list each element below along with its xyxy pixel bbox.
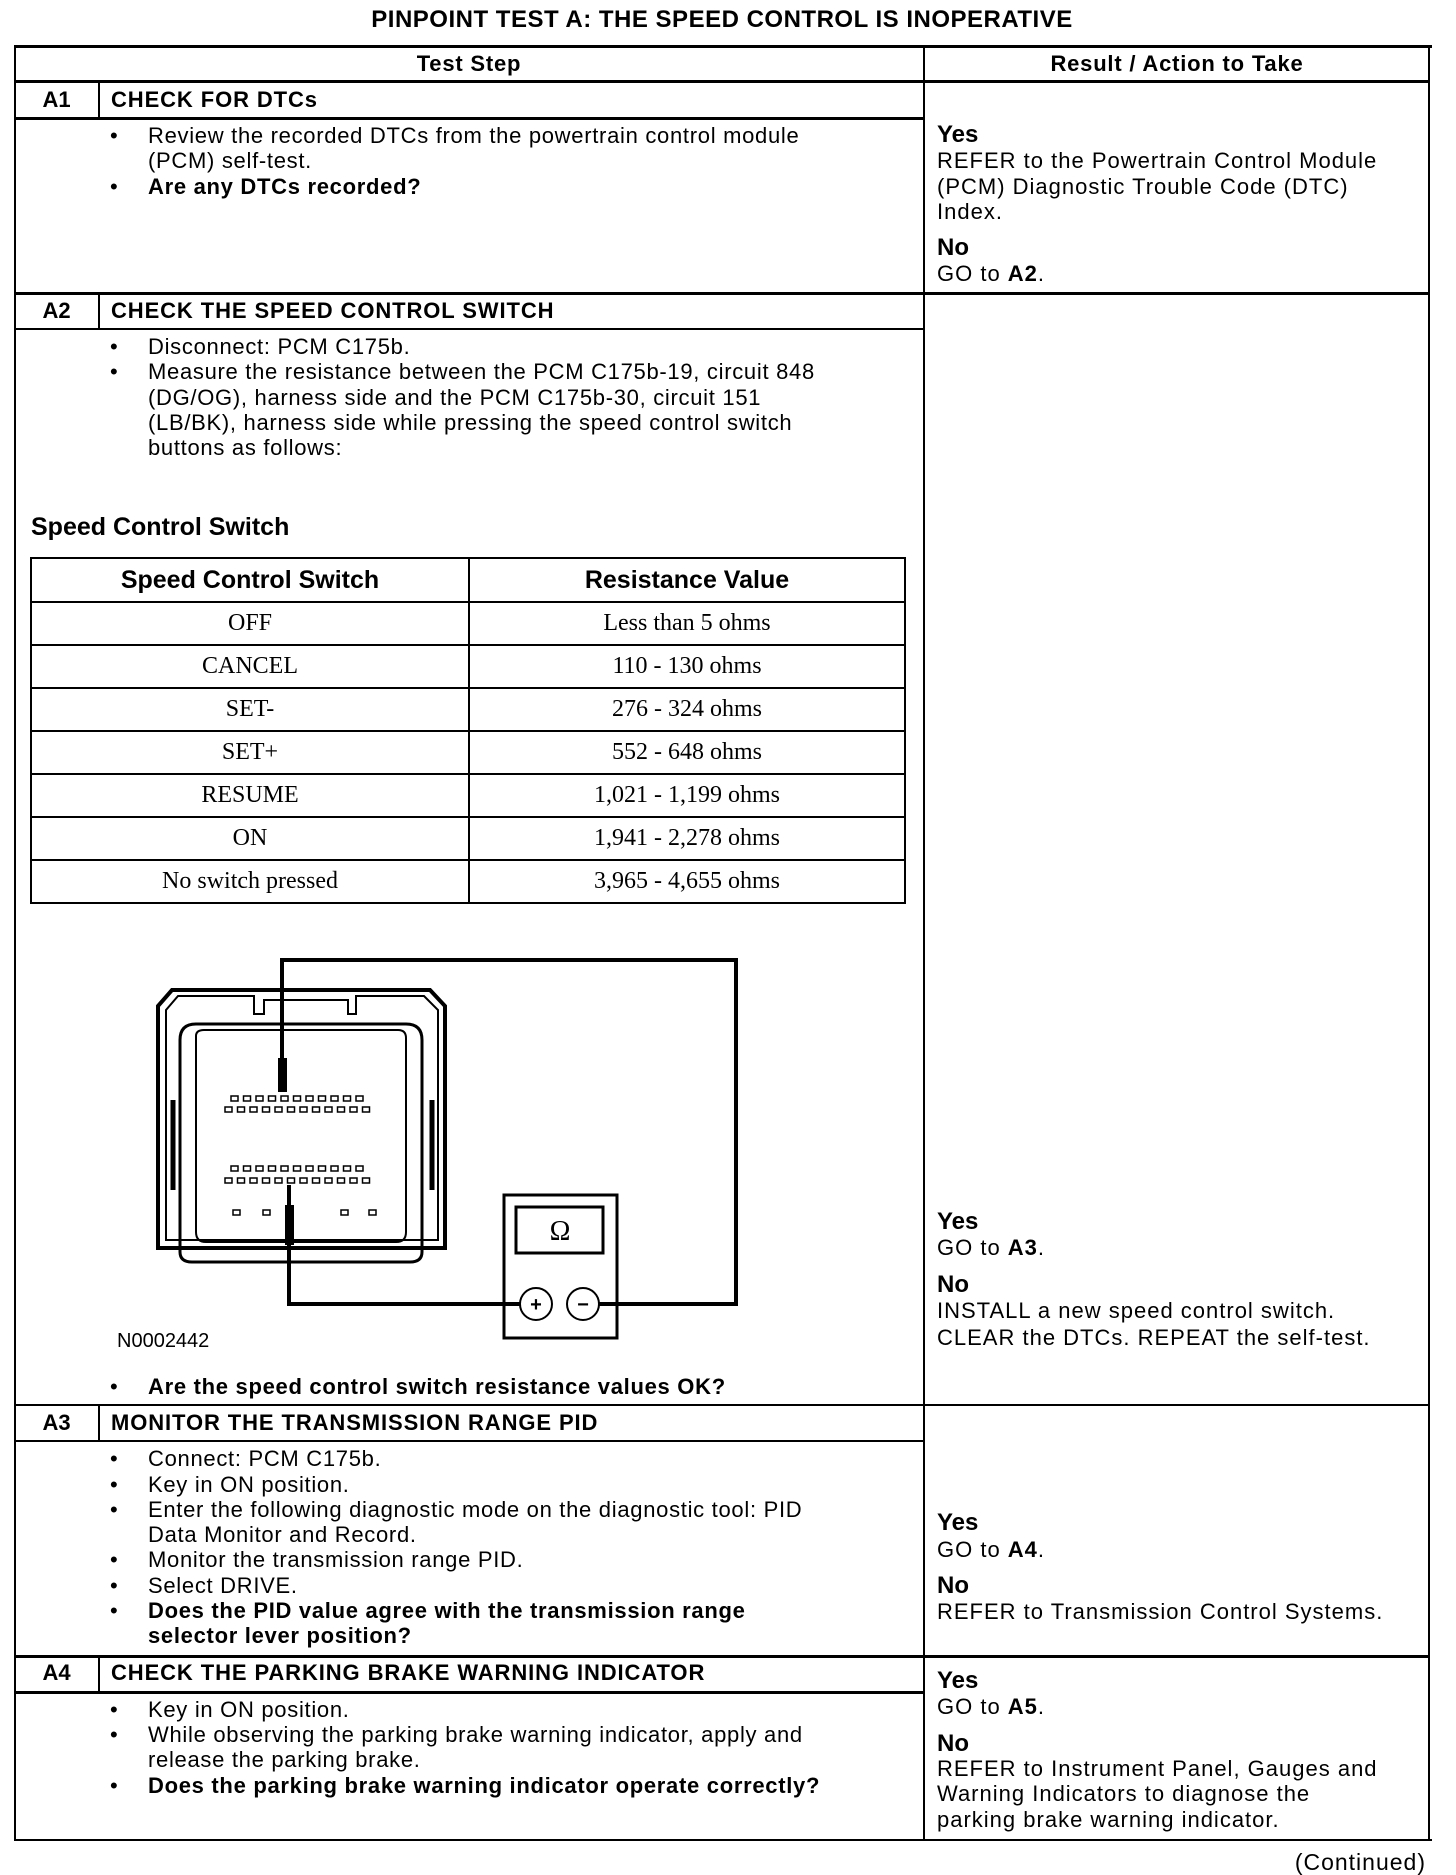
bullet: • xyxy=(110,123,118,148)
no-action: Warning Indicators to diagnose the xyxy=(937,1781,1311,1806)
connector-pin xyxy=(281,1096,288,1101)
connector-pin xyxy=(263,1178,270,1183)
connector-pin xyxy=(356,1166,363,1171)
connector-pin xyxy=(331,1096,338,1101)
step-heading: CHECK THE SPEED CONTROL SWITCH xyxy=(111,298,555,323)
yes-label: Yes xyxy=(937,1667,979,1694)
connector-pin xyxy=(256,1096,263,1101)
no-action: REFER to Transmission Control Systems. xyxy=(937,1599,1384,1624)
step-line: Review the recorded DTCs from the powertrain control module xyxy=(148,123,800,148)
no-label: No xyxy=(937,234,969,261)
resistance-cell: 110 - 130 ohms xyxy=(469,645,905,688)
connector-pin xyxy=(350,1107,357,1112)
step-link-a4[interactable]: A4 xyxy=(1007,1537,1038,1562)
page-title: PINPOINT TEST A: THE SPEED CONTROL IS INOPERATIVE xyxy=(371,6,1073,33)
connector-pin xyxy=(325,1178,332,1183)
no-label: No xyxy=(937,1271,969,1298)
step-line: (DG/OG), harness side and the PCM C175b-30, circuit 151 xyxy=(148,385,762,410)
table-title: Speed Control Switch xyxy=(31,513,290,541)
yes-action xyxy=(937,1694,1045,1720)
bullet: • xyxy=(110,1374,118,1399)
step-line: Enter the following diagnostic mode on the diagnostic tool: PID xyxy=(148,1497,803,1522)
connector-pin xyxy=(233,1210,240,1215)
resistance-cell: 552 - 648 ohms xyxy=(469,731,905,774)
connector-pin xyxy=(319,1096,326,1101)
continued-label: (Continued) xyxy=(1294,1849,1426,1875)
yes-suffix: . xyxy=(1037,1537,1046,1562)
probe-upper xyxy=(278,1058,287,1092)
step-id: A2 xyxy=(42,298,71,323)
connector-pin xyxy=(313,1178,320,1183)
no-label: No xyxy=(937,1730,969,1757)
connector-pin xyxy=(288,1107,295,1112)
no-suffix: . xyxy=(1037,261,1046,286)
connector-pin xyxy=(231,1166,238,1171)
step-line: Measure the resistance between the PCM C175b-19, circuit 848 xyxy=(148,359,815,384)
yes-action: REFER to the Powertrain Control Module xyxy=(937,148,1378,173)
switch-cell: RESUME xyxy=(31,774,469,817)
step-heading: CHECK FOR DTCs xyxy=(111,87,318,112)
connector-pin xyxy=(338,1178,345,1183)
figure-id: N0002442 xyxy=(117,1330,210,1352)
step-heading: MONITOR THE TRANSMISSION RANGE PID xyxy=(111,1410,599,1435)
connector-pins xyxy=(225,1096,376,1215)
bullet: • xyxy=(110,1497,118,1522)
connector-pin xyxy=(231,1096,238,1101)
connector-pin xyxy=(250,1107,257,1112)
connector-pin xyxy=(300,1178,307,1183)
connector-pin xyxy=(250,1178,257,1183)
ohm-symbol: Ω xyxy=(549,1216,571,1247)
yes-label: Yes xyxy=(937,121,979,148)
column-header-test-step: Test Step xyxy=(416,51,522,76)
yes-action: Index. xyxy=(937,199,1003,224)
connector-pin xyxy=(238,1107,245,1112)
yes-prefix: GO to xyxy=(937,1694,1008,1719)
step-line: Disconnect: PCM C175b. xyxy=(148,334,411,359)
no-action xyxy=(937,261,1045,287)
step-question: Does the parking brake warning indicator operate correctly? xyxy=(148,1773,821,1798)
no-action: parking brake warning indicator. xyxy=(937,1807,1280,1832)
switch-cell: ON xyxy=(31,817,469,860)
yes-label: Yes xyxy=(937,1509,979,1536)
step-heading: CHECK THE PARKING BRAKE WARNING INDICATOR xyxy=(111,1660,706,1685)
resistance-cell: 3,965 - 4,655 ohms xyxy=(469,860,905,903)
connector-pin xyxy=(225,1178,232,1183)
yes-label: Yes xyxy=(937,1208,979,1235)
connector-pin xyxy=(363,1178,370,1183)
connector-measurement-diagram xyxy=(0,0,924,1400)
connector-pin xyxy=(369,1210,376,1215)
step-question: selector lever position? xyxy=(148,1623,412,1648)
resistance-cell: 276 - 324 ohms xyxy=(469,688,905,731)
connector-pin xyxy=(281,1166,288,1171)
connector-pin xyxy=(344,1096,351,1101)
meter-negative-lead xyxy=(282,960,736,1304)
yes-prefix: GO to xyxy=(937,1235,1008,1260)
connector-housing xyxy=(158,990,445,1248)
step-id: A3 xyxy=(42,1410,71,1435)
connector-pin xyxy=(306,1166,313,1171)
connector-pin xyxy=(244,1096,251,1101)
step-line: Key in ON position. xyxy=(148,1472,350,1497)
connector-pin xyxy=(344,1166,351,1171)
step-line: Monitor the transmission range PID. xyxy=(148,1547,524,1572)
step-question: Are any DTCs recorded? xyxy=(148,174,422,199)
bullet: • xyxy=(110,1773,118,1798)
no-action: INSTALL a new speed control switch. xyxy=(937,1298,1336,1323)
connector-pin xyxy=(306,1096,313,1101)
yes-prefix: GO to xyxy=(937,1537,1008,1562)
connector-pin xyxy=(238,1178,245,1183)
yes-suffix: . xyxy=(1037,1694,1046,1719)
connector-pin xyxy=(263,1107,270,1112)
step-link-a3[interactable]: A3 xyxy=(1007,1235,1038,1260)
step-line: buttons as follows: xyxy=(148,435,343,460)
bullet: • xyxy=(110,334,118,359)
connector-pin xyxy=(294,1166,301,1171)
connector-pin xyxy=(350,1178,357,1183)
connector-pin xyxy=(356,1096,363,1101)
resistance-cell: Less than 5 ohms xyxy=(469,602,905,645)
bullet: • xyxy=(110,1446,118,1471)
minus-symbol: − xyxy=(577,1294,589,1316)
bullet: • xyxy=(110,1547,118,1572)
connector-pin xyxy=(319,1166,326,1171)
resistance-cell: 1,941 - 2,278 ohms xyxy=(469,817,905,860)
step-line: (PCM) self-test. xyxy=(148,148,312,173)
bullet: • xyxy=(110,174,118,199)
resistance-cell: 1,021 - 1,199 ohms xyxy=(469,774,905,817)
step-line: Connect: PCM C175b. xyxy=(148,1446,382,1471)
step-question: Are the speed control switch resistance values OK? xyxy=(148,1374,726,1399)
yes-action xyxy=(937,1537,1045,1563)
step-line: While observing the parking brake warning indicator, apply and xyxy=(148,1722,803,1747)
connector-pin xyxy=(263,1210,270,1215)
bullet: • xyxy=(110,1573,118,1598)
switch-cell: SET- xyxy=(31,688,469,731)
bullet: • xyxy=(110,1472,118,1497)
column-header-result: Result / Action to Take xyxy=(1050,51,1304,76)
plus-symbol: + xyxy=(530,1294,542,1316)
connector-pin xyxy=(256,1166,263,1171)
bullet: • xyxy=(110,1697,118,1722)
column-header: Resistance Value xyxy=(469,558,905,602)
connector-pin xyxy=(341,1210,348,1215)
probe-lower xyxy=(285,1205,294,1245)
step-line: Data Monitor and Record. xyxy=(148,1522,417,1547)
connector-pin xyxy=(313,1107,320,1112)
step-line: Key in ON position. xyxy=(148,1697,350,1722)
switch-cell: SET+ xyxy=(31,731,469,774)
connector-pin xyxy=(331,1166,338,1171)
yes-action: (PCM) Diagnostic Trouble Code (DTC) xyxy=(937,174,1349,199)
step-line: (LB/BK), harness side while pressing the speed control switch xyxy=(148,410,793,435)
connector-pin xyxy=(363,1107,370,1112)
no-prefix: GO to xyxy=(937,261,1008,286)
no-action: REFER to Instrument Panel, Gauges and xyxy=(937,1756,1378,1781)
step-line: Select DRIVE. xyxy=(148,1573,298,1598)
bullet: • xyxy=(110,359,118,384)
connector-pin xyxy=(275,1107,282,1112)
column-header: Speed Control Switch xyxy=(31,558,469,602)
bullet: • xyxy=(110,1598,118,1623)
step-link-a5[interactable]: A5 xyxy=(1007,1694,1038,1719)
yes-action xyxy=(937,1235,1045,1261)
switch-cell: CANCEL xyxy=(31,645,469,688)
step-link-a2[interactable]: A2 xyxy=(1007,261,1038,286)
connector-pin xyxy=(288,1178,295,1183)
no-action: CLEAR the DTCs. REPEAT the self-test. xyxy=(937,1325,1371,1350)
connector-pin xyxy=(269,1096,276,1101)
connector-pin xyxy=(325,1107,332,1112)
switch-cell: No switch pressed xyxy=(31,860,469,903)
step-line: release the parking brake. xyxy=(148,1747,421,1772)
bullet: • xyxy=(110,1722,118,1747)
no-label: No xyxy=(937,1572,969,1599)
connector-pin xyxy=(294,1096,301,1101)
yes-suffix: . xyxy=(1037,1235,1046,1260)
switch-cell: OFF xyxy=(31,602,469,645)
step-question: Does the PID value agree with the transmission range xyxy=(148,1598,746,1623)
connector-pin xyxy=(244,1166,251,1171)
connector-pin xyxy=(269,1166,276,1171)
step-id: A1 xyxy=(42,87,71,112)
connector-pin xyxy=(338,1107,345,1112)
connector-pin xyxy=(225,1107,232,1112)
step-id: A4 xyxy=(42,1660,71,1685)
connector-pin xyxy=(300,1107,307,1112)
connector-pin xyxy=(275,1178,282,1183)
meter-positive-lead xyxy=(289,1185,520,1304)
